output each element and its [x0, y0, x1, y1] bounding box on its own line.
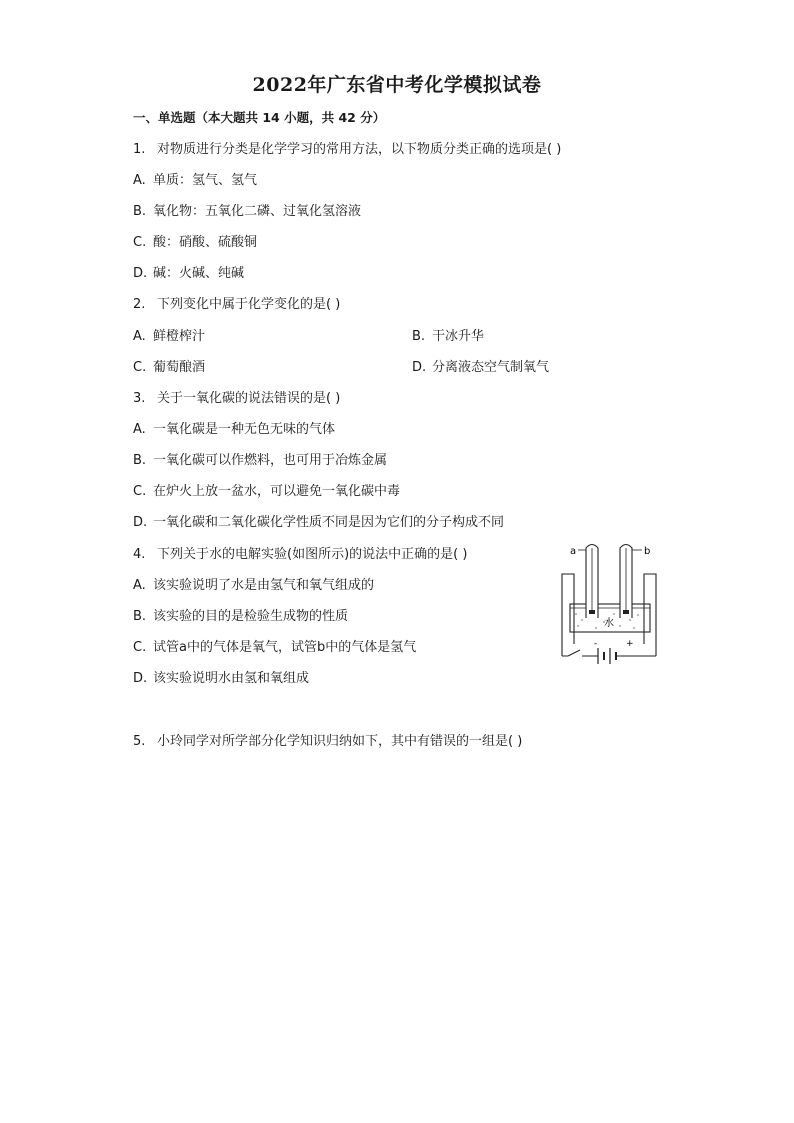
question-3	[133, 390, 340, 408]
option-2b	[412, 328, 484, 346]
option-label: C.	[133, 484, 147, 499]
option-text: 鲜橙榨汁	[153, 329, 206, 344]
question-number: 5.	[133, 734, 146, 749]
option-text: 酸：硝酸、硫酸铜	[153, 235, 258, 250]
option-1a	[133, 172, 257, 190]
option-text: 试管a中的气体是氧气，试管b中的气体是氢气	[153, 640, 417, 655]
option-4a	[133, 577, 374, 595]
option-text: 该实验的目的是检验生成物的性质	[153, 609, 349, 624]
option-label: D.	[133, 515, 148, 530]
question-stem: 小玲同学对所学部分化学知识归纳如下，其中有错误的一组是( )	[157, 734, 523, 749]
question-stem: 关于一氧化碳的说法错误的是( )	[157, 391, 341, 406]
option-label: A.	[133, 578, 146, 593]
option-text: 该实验说明了水是由氢气和氧气组成的	[153, 578, 375, 593]
label-b: b	[644, 546, 651, 557]
switch	[568, 650, 580, 656]
option-3b	[133, 452, 387, 470]
option-2c	[133, 359, 205, 377]
label-water: 水	[604, 618, 614, 629]
option-2d	[412, 359, 549, 377]
question-2	[133, 296, 340, 314]
option-label: A.	[133, 173, 146, 188]
exam-title: 2022年广东省中考化学模拟试卷	[252, 74, 542, 96]
question-number: 3.	[133, 391, 146, 406]
label-minus: -	[594, 639, 598, 649]
question-5	[133, 733, 522, 751]
option-text: 单质：氢气、氢气	[153, 173, 258, 188]
option-text: 干冰升华	[432, 329, 485, 344]
option-4c	[133, 639, 416, 657]
label-plus: +	[626, 639, 634, 649]
option-label: C.	[133, 235, 147, 250]
option-label: A.	[133, 329, 146, 344]
option-label: D.	[133, 266, 148, 281]
label-a: a	[570, 546, 577, 557]
left-support	[562, 574, 574, 656]
option-3c	[133, 483, 400, 501]
option-label: D.	[133, 671, 148, 686]
option-label: B.	[412, 329, 426, 344]
option-text: 一氧化碳和二氧化碳化学性质不同是因为它们的分子构成不同	[153, 515, 505, 530]
option-text: 一氧化碳是一种无色无味的气体	[153, 422, 336, 437]
section-heading: 一、单选题（本大题共 14 小题，共 42 分）	[133, 110, 386, 125]
option-text: 碱：火碱、纯碱	[153, 266, 245, 281]
option-text: 氧化物：五氧化二磷、过氧化氢溶液	[153, 204, 362, 219]
option-text: 该实验说明水由氢和氧组成	[153, 671, 310, 686]
electrode-b	[623, 610, 629, 614]
option-text: 在炉火上放一盆水，可以避免一氧化碳中毒	[153, 484, 401, 499]
option-text: 分离液态空气制氧气	[432, 360, 550, 375]
option-label: C.	[133, 360, 147, 375]
option-4b	[133, 608, 348, 626]
option-1d	[133, 265, 244, 283]
option-2a	[133, 328, 205, 346]
option-label: D.	[412, 360, 427, 375]
option-label: C.	[133, 640, 147, 655]
option-label: B.	[133, 609, 147, 624]
option-3a	[133, 421, 335, 439]
question-number: 1.	[133, 142, 146, 157]
option-label: A.	[133, 422, 146, 437]
option-1b	[133, 203, 361, 221]
question-1	[133, 141, 561, 159]
question-4	[133, 546, 467, 564]
option-1c	[133, 234, 257, 252]
question-stem: 对物质进行分类是化学学习的常用方法，以下物质分类正确的选项是( )	[157, 142, 562, 157]
electrode-a	[589, 610, 595, 614]
question-number: 2.	[133, 297, 146, 312]
option-text: 一氧化碳可以作燃料，也可用于冶炼金属	[153, 453, 388, 468]
question-number: 4.	[133, 547, 146, 562]
option-text: 葡萄酿酒	[153, 360, 206, 375]
electrolysis-diagram	[558, 538, 662, 666]
question-stem: 下列关于水的电解实验(如图所示)的说法中正确的是( )	[157, 547, 468, 562]
question-stem: 下列变化中属于化学变化的是( )	[157, 297, 341, 312]
option-label: B.	[133, 204, 147, 219]
option-label: B.	[133, 453, 147, 468]
option-3d	[133, 514, 504, 532]
option-4d	[133, 670, 309, 688]
